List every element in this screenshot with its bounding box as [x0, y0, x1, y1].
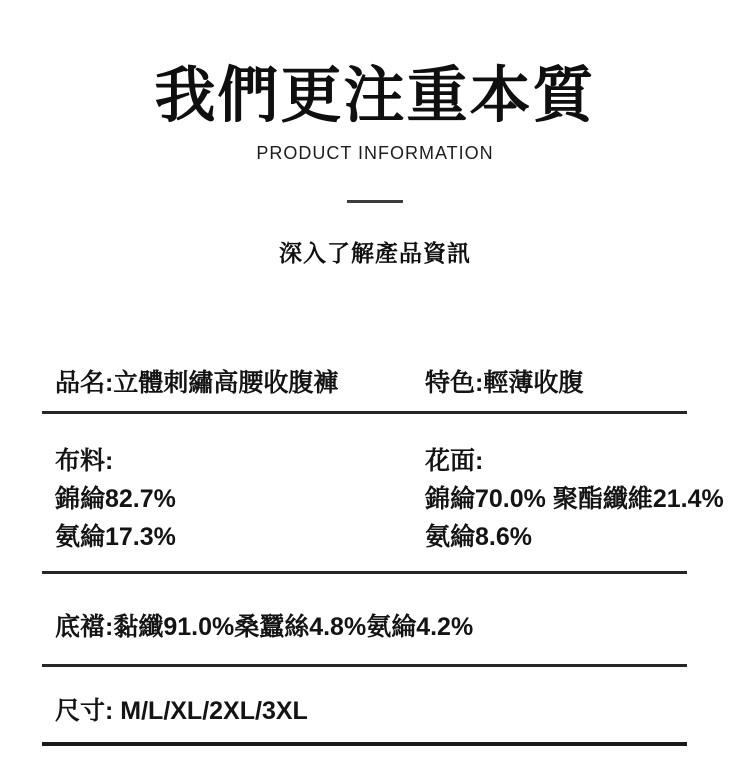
fabric-line: 錦綸82.7%: [55, 485, 176, 514]
size-range: 尺寸: M/L/XL/2XL/3XL: [55, 697, 308, 726]
fabric-column: [55, 442, 425, 556]
pattern-title: 花面:: [425, 447, 484, 476]
spec-table: [0, 368, 750, 746]
pattern-line: 氨綸8.6%: [425, 523, 532, 552]
divider-line: [42, 411, 687, 414]
divider-line: [42, 571, 687, 574]
pattern-column: [425, 442, 750, 556]
product-name: 品名:立體刺繡高腰收腹褲: [55, 369, 339, 398]
divider-line: [42, 664, 687, 667]
page-title: 我們更注重本質: [154, 61, 596, 129]
pattern-line: 錦綸70.0% 聚酯纖維21.4%: [425, 485, 724, 514]
page-subtitle: PRODUCT INFORMATION: [256, 143, 494, 164]
product-feature: 特色:輕薄收腹: [425, 369, 584, 398]
spec-row-materials: [0, 442, 750, 556]
tagline: 深入了解產品資訊: [279, 240, 471, 267]
bottom-border-line: [42, 742, 687, 746]
fabric-line: 氨綸17.3%: [55, 523, 176, 552]
spec-row-name-feature: [0, 368, 750, 398]
title-divider: [347, 200, 403, 203]
gusset-composition: 底襠:黏纖91.0%桑蠶絲4.8%氨綸4.2%: [55, 613, 474, 642]
fabric-title: 布料:: [55, 447, 114, 476]
